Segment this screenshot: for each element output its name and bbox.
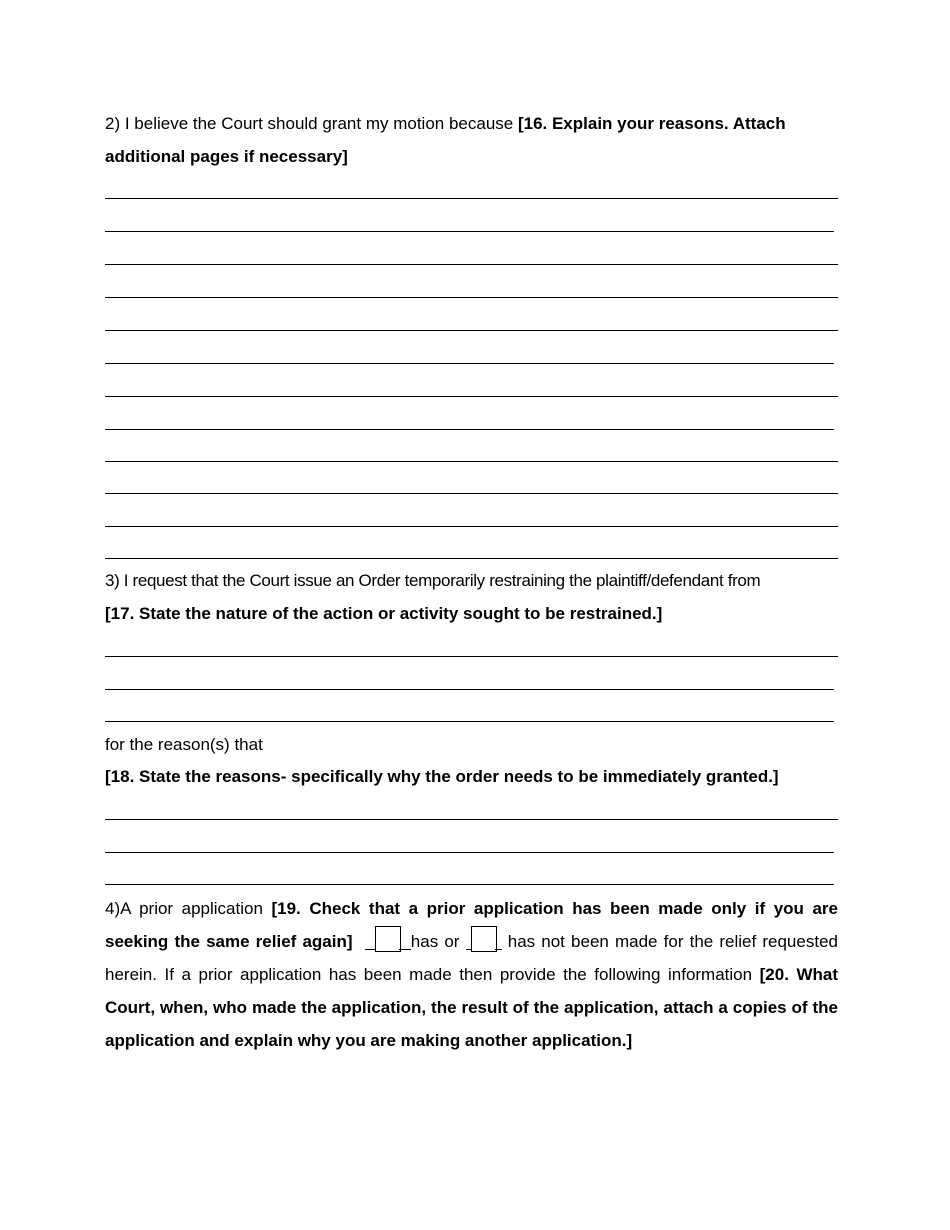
has-checkbox[interactable] (375, 926, 401, 952)
reason-line-2[interactable] (105, 852, 834, 853)
reason-line-1[interactable] (105, 819, 838, 820)
has-not-checkbox[interactable] (471, 926, 497, 952)
restraint-line-1[interactable] (105, 656, 838, 657)
reasons-line-2[interactable] (105, 231, 834, 232)
reasons-line-10[interactable] (105, 493, 838, 494)
reason-line-3[interactable] (105, 884, 834, 885)
reasons-line-1[interactable] (105, 198, 838, 199)
reason-label: for the reason(s) that (105, 735, 263, 754)
restraint-line-2[interactable] (105, 689, 834, 690)
restraint-line-3[interactable] (105, 721, 834, 722)
section-4-paragraph (105, 892, 838, 1057)
section-4-instruction: [19. Check that a prior application has been made only if you are seeking the same relief again] (105, 899, 838, 951)
reason-instruction: [18. State the reasons- specifically why the order needs to be immediately granted.] (105, 767, 779, 786)
has-checkbox-underline-right (399, 931, 411, 950)
reasons-line-6[interactable] (105, 363, 834, 364)
section-2-prefix: 2) I believe the Court should grant my motion because (105, 114, 518, 133)
reasons-line-8[interactable] (105, 429, 834, 430)
section-2-instruction: [16. Explain your reasons. Attach additional pages if necessary] (105, 114, 786, 166)
section-2-paragraph (105, 107, 838, 173)
section-4-prefix: 4)A prior application (105, 899, 272, 918)
section-4-instruction-2: [20. What Court, when, who made the application, the result of the application, attach a copies of the application and explain why you are making another application.] (105, 965, 839, 1050)
reasons-line-4[interactable] (105, 297, 838, 298)
reasons-line-5[interactable] (105, 330, 838, 331)
reasons-line-12[interactable] (105, 558, 838, 559)
section-3-prefix: 3) I request that the Court issue an Order temporarily restraining the plaintiff/defendant from (105, 571, 761, 590)
section-3-instruction: [17. State the nature of the action or activity sought to be restrained.] (105, 604, 663, 623)
has-not-label: has not been made for the relief requested herein. If a prior application has been made then provide the following information (105, 932, 838, 984)
section-3-paragraph (105, 564, 838, 597)
reasons-line-7[interactable] (105, 396, 838, 397)
reasons-line-11[interactable] (105, 526, 838, 527)
has-not-checkbox-underline-right (495, 931, 502, 950)
reasons-line-3[interactable] (105, 264, 838, 265)
has-checkbox-underline-left (365, 931, 375, 950)
has-label: has or (410, 932, 460, 951)
reasons-line-9[interactable] (105, 461, 838, 462)
